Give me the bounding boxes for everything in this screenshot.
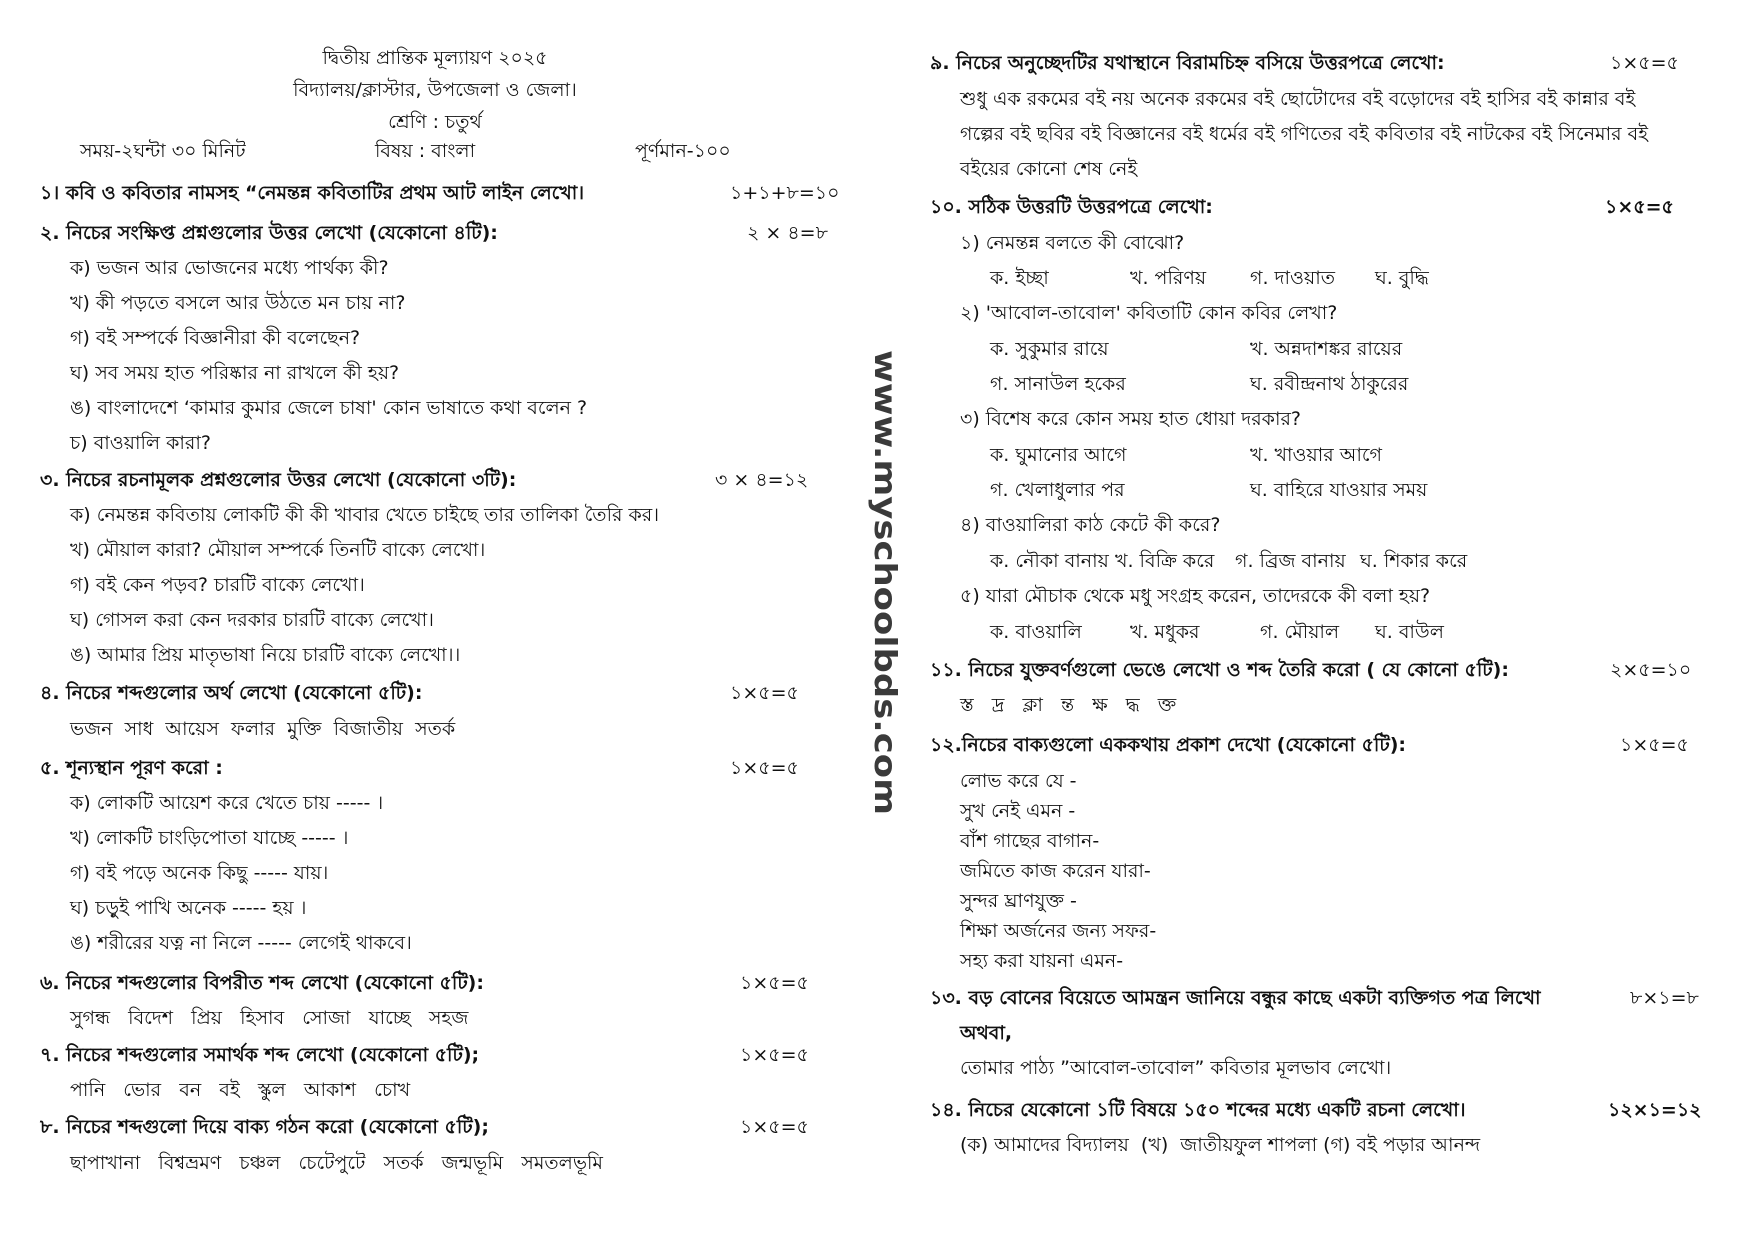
- institution-line: বিদ্যালয়/ক্লাস্টার, উপজেলা ও জেলা।: [293, 79, 577, 101]
- q5-item: ঘ) চড়ুই পাখি অনেক ----- হয় ।: [70, 897, 307, 919]
- watermark-text: www.myschoolbds.com: [867, 350, 902, 744]
- mcq-option: খ. পরিণয়: [1130, 267, 1207, 289]
- q2-item: ক) ভজন আর ভোজনের মধ্যে পার্থক্য কী?: [70, 257, 389, 279]
- mcq-option: গ. খেলাধুলার পর: [990, 479, 1125, 501]
- q7-marks: ১×৫=৫: [740, 1044, 809, 1066]
- q9-line: গল্পের বই ছবির বই বিজ্ঞানের বই ধর্মের বই গণিতের বই কবিতার বই নাটকের বই সিনেমার বই: [960, 123, 1649, 145]
- q10-title: ১০. সঠিক উত্তরটি উত্তরপত্রে লেখো:: [930, 196, 1213, 218]
- q2-title: ২. নিচের সংক্ষিপ্ত প্রশ্নগুলোর উত্তর লেখো (যেকোনো ৪টি):: [40, 222, 498, 244]
- mcq-option: খ. অন্নদাশঙ্কর রায়ের: [1250, 338, 1403, 360]
- q12-marks: ১×৫=৫: [1620, 734, 1689, 756]
- q14-title: ১৪. নিচের যেকোনো ১টি বিষয়ে ১৫০ শব্দের মধ্যে একটি রচনা লেখো।: [930, 1099, 1466, 1121]
- q6-words: সুগন্ধ বিদেশ প্রিয় হিসাব সোজা যাচ্ছে সহজ: [70, 1007, 469, 1029]
- q13-or: অথবা,: [960, 1022, 1013, 1044]
- q14-marks: ১২×১=১২: [1608, 1099, 1702, 1121]
- q9-line: বইয়ের কোনো শেষ নেই: [960, 158, 1138, 180]
- q12-item: বাঁশ গাছের বাগান-: [960, 830, 1100, 852]
- mcq-option: গ. মৌয়াল: [1260, 621, 1340, 643]
- q11-marks: ২×৫=১০: [1610, 659, 1692, 681]
- mcq-question: ৪) বাওয়ালিরা কাঠ কেটে কী করে?: [960, 514, 1221, 536]
- mcq-question: ২) 'আবোল-তাবোল' কবিতাটি কোন কবির লেখা?: [960, 302, 1338, 324]
- q2-marks: ২ × ৪=৮: [747, 222, 828, 244]
- q5-item: ঙ) শরীরের যত্ন না নিলে ----- লেগেই থাকবে।: [70, 932, 412, 954]
- q2-item: গ) বই সম্পর্কে বিজ্ঞানীরা কী বলেছেন?: [70, 327, 361, 349]
- q3-item: গ) বই কেন পড়ব? চারটি বাক্যে লেখো।: [70, 574, 365, 596]
- subject-label: বিষয় : বাংলা: [375, 140, 476, 162]
- mcq-option: ঘ. বুদ্ধি: [1375, 267, 1429, 289]
- q12-item: লোভ করে যে -: [960, 770, 1077, 792]
- q3-item: ঙ) আমার প্রিয় মাতৃভাষা নিয়ে চারটি বাক্যে লেখো।।: [70, 644, 461, 666]
- q3-item: ঘ) গোসল করা কেন দরকার চারটি বাক্যে লেখো।: [70, 609, 434, 631]
- q8-title: ৮. নিচের শব্দগুলো দিয়ে বাক্য গঠন করো (যেকোনো ৫টি);: [40, 1116, 489, 1138]
- q13-alt: তোমার পাঠ্য ”আবোল-তাবোল” কবিতার মূলভাব লেখো।: [960, 1057, 1392, 1079]
- mcq-option: গ. সানাউল হকের: [990, 373, 1126, 395]
- q4-marks: ১×৫=৫: [730, 682, 799, 704]
- mcq-option: ঘ. শিকার করে: [1360, 550, 1468, 572]
- mcq-option: গ. ব্রিজ বানায়: [1235, 550, 1346, 572]
- q7-title: ৭. নিচের শব্দগুলোর সমার্থক শব্দ লেখো (যেকোনো ৫টি);: [40, 1044, 480, 1066]
- q13-marks: ৮×১=৮: [1630, 987, 1699, 1009]
- q1-title: ১। কবি ও কবিতার নামসহ “নেমন্তন্ন কবিতাটির প্রথম আট লাইন লেখো।: [40, 182, 585, 204]
- q12-item: সহ্য করা যায়না এমন-: [960, 950, 1124, 972]
- q3-item: ক) নেমন্তন্ন কবিতায় লোকটি কী কী খাবার খেতে চাইছে তার তালিকা তৈরি কর।: [70, 504, 660, 526]
- q13-title: ১৩. বড় বোনের বিয়েতে আমন্ত্রন জানিয়ে বন্ধুর কাছে একটা ব্যক্তিগত পত্র লিখো: [930, 987, 1541, 1009]
- mcq-question: ৩) বিশেষ করে কোন সময় হাত ধোয়া দরকার?: [960, 408, 1302, 430]
- q4-words: ভজন সাধ আয়েস ফলার মুক্তি বিজাতীয় সতর্ক: [70, 718, 456, 740]
- q5-item: গ) বই পড়ে অনেক কিছু ----- যায়।: [70, 862, 329, 884]
- q1-marks: ১+১+৮=১০: [730, 182, 840, 204]
- class-line: শ্রেণি : চতুর্থ: [388, 111, 482, 133]
- q12-item: শিক্ষা অর্জনের জন্য সফর-: [960, 920, 1157, 942]
- mcq-option: ক. সুকুমার রায়ে: [990, 338, 1109, 360]
- exam-title: দ্বিতীয় প্রান্তিক মূল্যায়ণ ২০২৫: [322, 47, 548, 69]
- q14-topics: (ক) আমাদের বিদ্যালয় (খ) জাতীয়ফুল শাপলা (গ) বই পড়ার আনন্দ: [960, 1134, 1481, 1156]
- q5-item: খ) লোকটি চাংড়িপোতা যাচ্ছে ----- ।: [70, 827, 349, 849]
- q6-title: ৬. নিচের শব্দগুলোর বিপরীত শব্দ লেখো (যেকোনো ৫টি):: [40, 972, 484, 994]
- q9-title: ৯. নিচের অনুচ্ছেদটির যথাস্থানে বিরামচিহ্ন বসিয়ে উত্তরপত্রে লেখো:: [930, 52, 1445, 74]
- mcq-option: ক. ইচ্ছা: [990, 267, 1049, 289]
- q2-item: চ) বাওয়ালি কারা?: [70, 432, 211, 454]
- q8-marks: ১×৫=৫: [740, 1116, 809, 1138]
- q4-title: ৪. নিচের শব্দগুলোর অর্থ লেখো (যেকোনো ৫টি):: [40, 682, 423, 704]
- q7-words: পানি ভোর বন বই স্কুল আকাশ চোখ: [70, 1079, 411, 1101]
- mcq-option: ক. বাওয়ালি: [990, 621, 1082, 643]
- mcq-option: খ. খাওয়ার আগে: [1250, 444, 1382, 466]
- q9-line: শুধু এক রকমের বই নয় অনেক রকমের বই ছোটোদের বই বড়োদের বই হাসির বই কান্নার বই: [960, 88, 1636, 110]
- q5-item: ক) লোকটি আয়েশ করে খেতে চায় ----- ।: [70, 792, 384, 814]
- watermark: [865, 350, 911, 820]
- mcq-option: ঘ. রবীন্দ্রনাথ ঠাকুরের: [1250, 373, 1409, 395]
- q2-item: ঙ) বাংলাদেশে ‘কামার কুমার জেলে চাষা' কোন ভাষাতে কথা বলেন ?: [70, 397, 588, 419]
- mcq-question: ১) নেমন্তন্ন বলতে কী বোঝো?: [960, 232, 1185, 254]
- mcq-option: ক. ঘুমানোর আগে: [990, 444, 1127, 466]
- mcq-option: খ. মধুকর: [1130, 621, 1200, 643]
- q12-title: ১২.নিচের বাক্যগুলো এককথায় প্রকাশ দেখো (যেকোনো ৫টি):: [930, 734, 1406, 756]
- mcq-option: গ. দাওয়াত: [1250, 267, 1335, 289]
- time-label: সময়-২ঘন্টা ৩০ মিনিট: [80, 140, 246, 162]
- q9-marks: ১×৫=৫: [1610, 52, 1679, 74]
- q11-title: ১১. নিচের যুক্তবর্ণগুলো ভেঙে লেখো ও শব্দ তৈরি করো ( যে কোনো ৫টি):: [930, 659, 1509, 681]
- q3-item: খ) মৌয়াল কারা? মৌয়াল সম্পর্কে তিনটি বাক্যে লেখো।: [70, 539, 486, 561]
- q5-marks: ১×৫=৫: [730, 757, 799, 779]
- q12-item: জমিতে কাজ করেন যারা-: [960, 860, 1151, 882]
- q8-words: ছাপাখানা বিশ্বভ্রমণ চঞ্চল চেটেপুটে সতর্ক জন্মভূমি সমতলভূমি: [70, 1152, 603, 1174]
- q2-item: ঘ) সব সময় হাত পরিষ্কার না রাখলে কী হয়?: [70, 362, 400, 384]
- mcq-option: ক. নৌকা বানায়: [990, 550, 1109, 572]
- mcq-option: খ. বিক্রি করে: [1115, 550, 1215, 572]
- q6-marks: ১×৫=৫: [740, 972, 809, 994]
- mcq-option: ঘ. বাউল: [1375, 621, 1444, 643]
- q11-letters: স্ত দ্র ক্লা ন্ত ক্ষ দ্ধ ক্ত: [960, 694, 1177, 716]
- q10-marks: ১×৫=৫: [1605, 196, 1674, 218]
- q12-item: সুখ নেই এমন -: [960, 800, 1076, 822]
- mcq-option: ঘ. বাহিরে যাওয়ার সময়: [1250, 479, 1428, 501]
- q12-item: সুন্দর ঘ্রাণযুক্ত -: [960, 890, 1077, 912]
- full-marks-label: পূর্ণমান-১০০: [635, 140, 731, 162]
- q3-marks: ৩ × ৪=১২: [715, 469, 809, 491]
- q5-title: ৫. শূন্যস্থান পূরণ করো :: [40, 757, 223, 779]
- q2-item: খ) কী পড়তে বসলে আর উঠতে মন চায় না?: [70, 292, 406, 314]
- mcq-question: ৫) যারা মৌচাক থেকে মধু সংগ্রহ করেন, তাদেরকে কী বলা হয়?: [960, 585, 1431, 607]
- q3-title: ৩. নিচের রচনামূলক প্রশ্নগুলোর উত্তর লেখো (যেকোনো ৩টি):: [40, 469, 517, 491]
